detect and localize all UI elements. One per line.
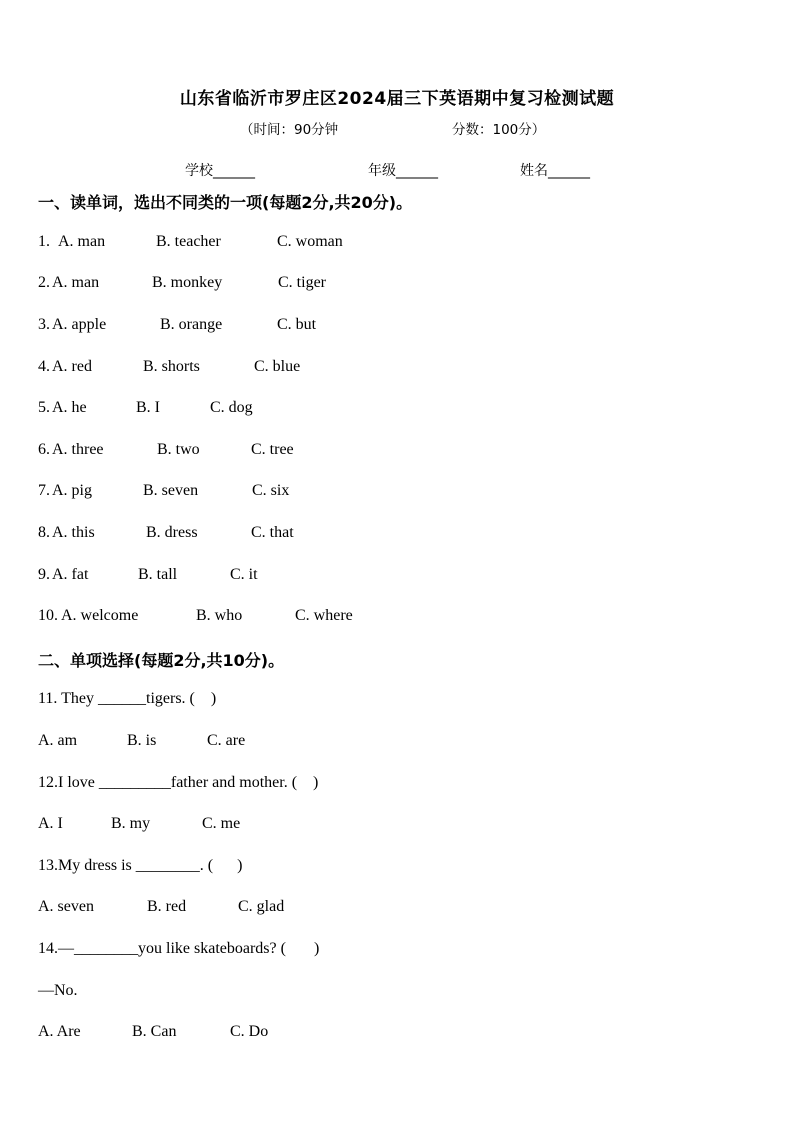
option-b: B. seven: [143, 482, 199, 499]
option-b: B. teacher: [156, 233, 221, 250]
option-c: C. it: [230, 566, 258, 583]
option-a: A. he: [52, 399, 87, 416]
option-a: A. this: [52, 524, 95, 541]
question-number: 1.: [38, 233, 50, 250]
option-c: C. tiger: [278, 274, 326, 291]
exam-score: 分数：100分）: [452, 122, 546, 138]
option-b: B. red: [147, 898, 187, 915]
exam-time: （时间：90分钟: [240, 122, 339, 138]
grade-field: 年级______: [368, 163, 438, 179]
option-c: C. that: [251, 524, 294, 541]
question-number: 4.: [38, 358, 50, 375]
option-a: A. Are: [38, 1023, 81, 1040]
question-number: 6.: [38, 441, 50, 458]
option-a: A. red: [52, 358, 92, 375]
option-a: A. three: [52, 441, 104, 458]
question-number: 8.: [38, 524, 50, 541]
option-c: C. me: [202, 815, 241, 832]
option-c: C. but: [277, 316, 317, 333]
school-field: 学校______: [185, 163, 255, 179]
option-c: C. blue: [254, 358, 301, 375]
option-a: A. fat: [52, 566, 89, 583]
option-a: A. pig: [52, 482, 92, 499]
question-number: 9.: [38, 566, 50, 583]
option-a: A. man: [52, 274, 100, 291]
option-a: A. man: [58, 233, 106, 250]
option-b: B. my: [111, 815, 151, 832]
section1-heading: 一、读单词，选出不同类的一项(每题2分,共20分)。: [38, 193, 413, 212]
dialogue-reply: —No.: [38, 982, 78, 999]
option-c: C. glad: [238, 898, 285, 915]
question-number: 2.: [38, 274, 50, 291]
option-b: B. tall: [138, 566, 178, 583]
option-c: C. dog: [210, 399, 253, 416]
section2-heading: 二、单项选择(每题2分,共10分)。: [38, 651, 285, 670]
option-c: C. tree: [251, 441, 294, 458]
option-b: B. I: [136, 399, 160, 416]
exam-title: 山东省临沂市罗庄区2024届三下英语期中复习检测试题: [179, 89, 615, 109]
option-a: A. welcome: [61, 607, 139, 624]
option-b: B. orange: [160, 316, 223, 333]
option-b: B. Can: [132, 1023, 177, 1040]
question-number: 10.: [38, 607, 58, 624]
option-b: B. shorts: [143, 358, 200, 375]
question-number: 5.: [38, 399, 50, 416]
option-b: B. monkey: [152, 274, 223, 291]
option-c: C. are: [207, 732, 246, 749]
option-a: A. apple: [52, 316, 107, 333]
option-b: B. who: [196, 607, 243, 624]
option-b: B. two: [157, 441, 200, 458]
question-number: 3.: [38, 316, 50, 333]
name-field: 姓名______: [520, 163, 590, 179]
option-b: B. is: [127, 732, 157, 749]
option-c: C. Do: [230, 1023, 269, 1040]
question-stem: 11. They ______tigers. ( ): [38, 690, 217, 707]
option-b: B. dress: [146, 524, 198, 541]
option-c: C. woman: [277, 233, 343, 250]
question-stem: 12.I love _________father and mother. ( ): [38, 774, 319, 791]
option-a: A. seven: [38, 898, 94, 915]
question-stem: 14.—________you like skateboards? ( ): [38, 940, 320, 957]
question-number: 7.: [38, 482, 50, 499]
question-stem: 13.My dress is ________. ( ): [38, 857, 243, 874]
option-a: A. am: [38, 732, 78, 749]
option-c: C. where: [295, 607, 353, 624]
option-a: A. I: [38, 815, 63, 832]
option-c: C. six: [252, 482, 290, 499]
